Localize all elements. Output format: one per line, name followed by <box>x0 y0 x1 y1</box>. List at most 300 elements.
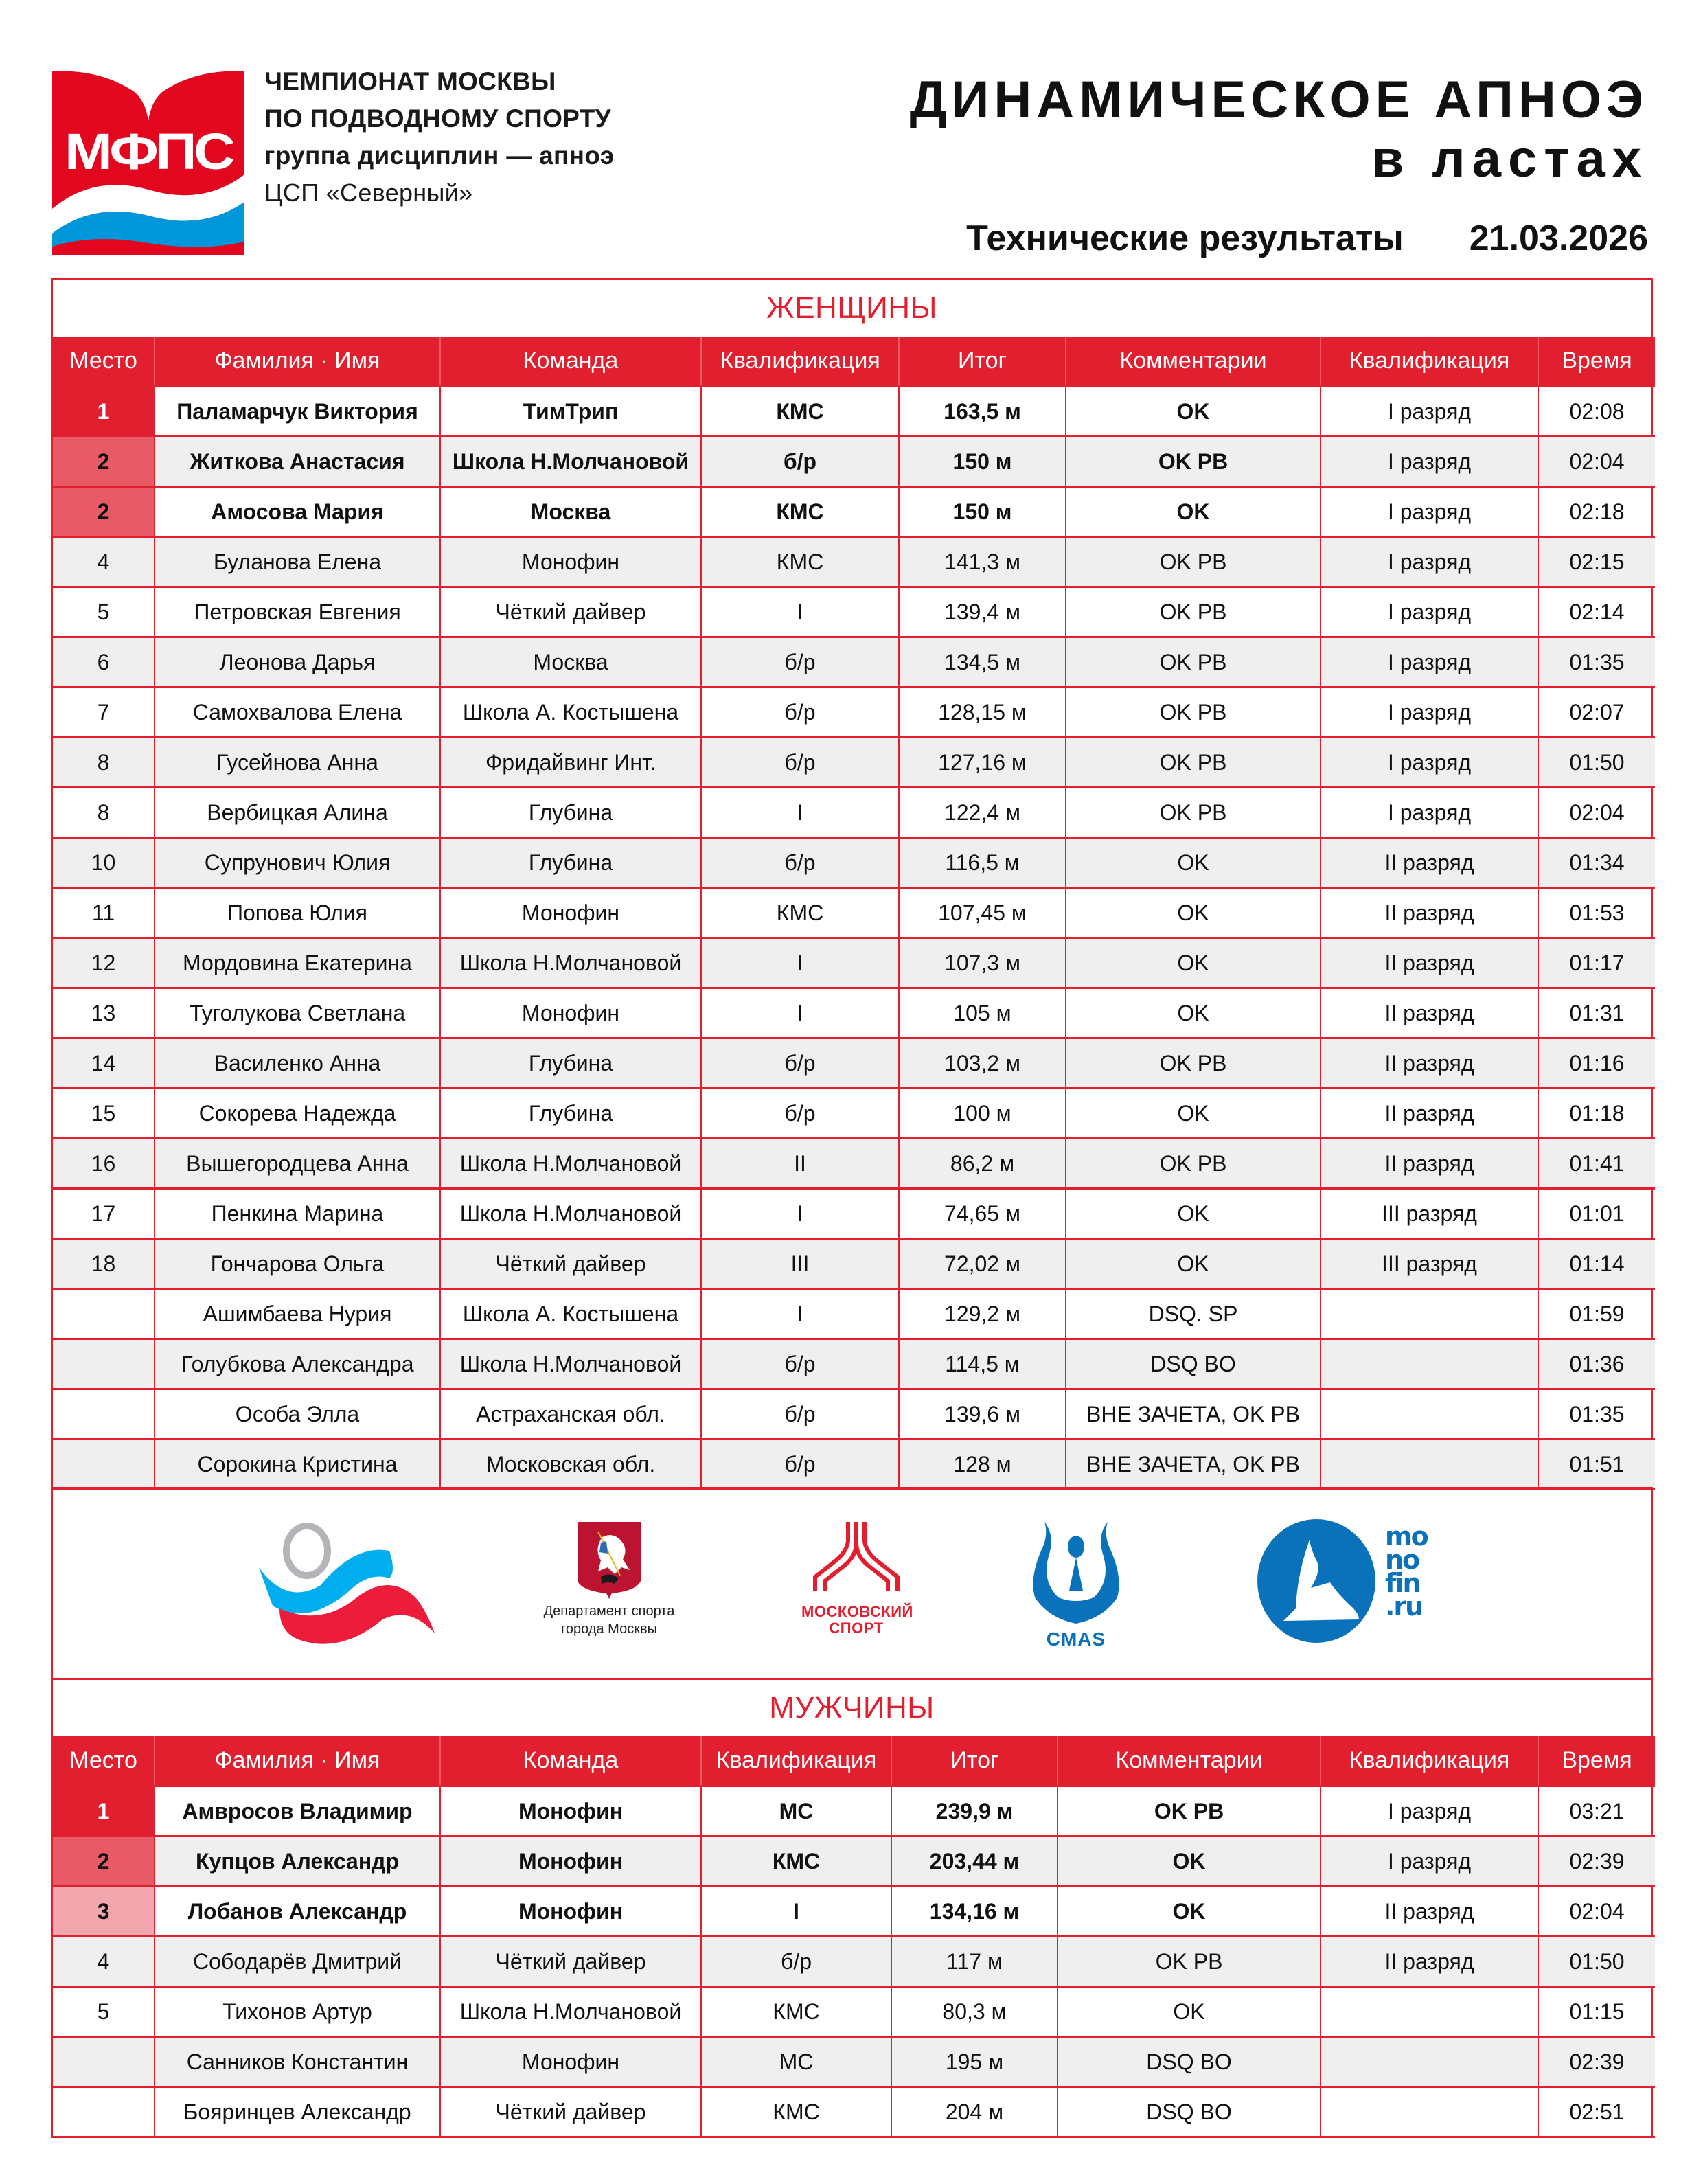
athlete-name: Сорокина Кристина <box>155 1440 440 1490</box>
place-cell: 17 <box>53 1189 155 1239</box>
discipline-title-line1: ДИНАМИЧЕСКОЕ АПНОЭ <box>909 71 1648 129</box>
earned-qualification <box>1321 1440 1538 1490</box>
women-results-table <box>53 337 1655 1490</box>
table-row <box>53 1289 1655 1339</box>
athlete-name: Особа Элла <box>155 1389 440 1440</box>
athlete-qualification: III <box>701 1239 899 1289</box>
earned-qualification: I разряд <box>1321 738 1538 788</box>
table-row <box>53 988 1655 1038</box>
athlete-name: Санников Константин <box>155 2037 440 2087</box>
judge-comment: DSQ. SP <box>1066 1289 1321 1339</box>
dive-time: 02:14 <box>1538 587 1655 637</box>
athlete-name: Бояринцев Александр <box>155 2087 440 2137</box>
dive-time: 01:31 <box>1538 988 1655 1038</box>
dive-time: 02:04 <box>1538 437 1655 487</box>
partner-logos <box>53 1487 1651 1678</box>
athlete-name: Супрунович Юлия <box>155 838 440 888</box>
result-distance: 150 м <box>899 487 1066 537</box>
dive-time: 01:53 <box>1538 888 1655 938</box>
athlete-qualification: б/р <box>701 687 899 738</box>
table-row <box>53 788 1655 838</box>
col-qualification: Квалификация <box>701 337 899 387</box>
event-date: 21.03.2026 <box>1469 218 1648 258</box>
athlete-name: Сободарёв Дмитрий <box>155 1937 440 1987</box>
dive-time: 01:01 <box>1538 1189 1655 1239</box>
place-cell: 7 <box>53 687 155 738</box>
place-cell <box>53 2037 155 2087</box>
athlete-name: Туголукова Светлана <box>155 988 440 1038</box>
earned-qualification <box>1321 1987 1538 2037</box>
result-distance: 134,5 м <box>899 637 1066 687</box>
dive-time: 01:36 <box>1538 1339 1655 1389</box>
table-row <box>53 1239 1655 1289</box>
athlete-qualification: II <box>701 1139 899 1189</box>
table-row <box>53 1339 1655 1389</box>
earned-qualification: I разряд <box>1321 587 1538 637</box>
team-name: Глубина <box>440 1089 701 1139</box>
col-qualification-earned: Квалификация <box>1321 337 1538 387</box>
table-row <box>53 1038 1655 1089</box>
athlete-qualification: б/р <box>701 1339 899 1389</box>
mfps-logo-text: МФПС <box>65 123 234 180</box>
athlete-name: Мордовина Екатерина <box>155 938 440 988</box>
result-distance: 139,6 м <box>899 1389 1066 1440</box>
monofin-text-3: fin <box>1385 1568 1420 1598</box>
athlete-name: Паламарчук Виктория <box>155 387 440 437</box>
athlete-name: Ашимбаева Нурия <box>155 1289 440 1339</box>
dive-time: 02:04 <box>1538 1887 1655 1937</box>
judge-comment: DSQ BO <box>1058 2037 1321 2087</box>
dive-time: 01:59 <box>1538 1289 1655 1339</box>
judge-comment: OK PB <box>1066 687 1321 738</box>
place-cell: 6 <box>53 637 155 687</box>
result-distance: 195 м <box>891 2037 1058 2087</box>
judge-comment: OK <box>1066 1239 1321 1289</box>
athlete-qualification: б/р <box>701 1440 899 1490</box>
team-name: Школа А. Костышена <box>440 687 701 738</box>
earned-qualification: I разряд <box>1321 487 1538 537</box>
athlete-name: Леонова Дарья <box>155 637 440 687</box>
athlete-name: Сокорева Надежда <box>155 1089 440 1139</box>
place-cell: 2 <box>53 437 155 487</box>
earned-qualification <box>1321 2037 1538 2087</box>
place-cell: 11 <box>53 888 155 938</box>
cmas-logo <box>1028 1522 1124 1650</box>
place-cell <box>53 1339 155 1389</box>
dive-time: 01:41 <box>1538 1139 1655 1189</box>
dive-time: 01:35 <box>1538 637 1655 687</box>
table-row <box>53 1089 1655 1139</box>
result-distance: 107,3 м <box>899 938 1066 988</box>
athlete-qualification: МС <box>701 2037 891 2087</box>
col-team: Команда <box>440 337 701 387</box>
athlete-name: Самохвалова Елена <box>155 687 440 738</box>
team-name: Чёткий дайвер <box>440 587 701 637</box>
result-distance: 116,5 м <box>899 838 1066 888</box>
judge-comment: OK PB <box>1066 637 1321 687</box>
mfps-logo-graphic <box>52 71 244 255</box>
judge-comment: OK PB <box>1066 437 1321 487</box>
moscow-sport-department-logo <box>527 1522 692 1638</box>
athlete-qualification: б/р <box>701 1038 899 1089</box>
dive-time: 01:35 <box>1538 1389 1655 1440</box>
athlete-name: Буланова Елена <box>155 537 440 587</box>
judge-comment: OK <box>1066 1189 1321 1239</box>
dive-time: 01:50 <box>1538 738 1655 788</box>
place-cell <box>53 1289 155 1339</box>
athlete-name: Василенко Анна <box>155 1038 440 1089</box>
federation-logo <box>259 1523 437 1647</box>
team-name: Астраханская обл. <box>440 1389 701 1440</box>
dept-text-line2: города Москвы <box>561 1622 657 1637</box>
team-name: Монофин <box>440 888 701 938</box>
dive-time: 02:15 <box>1538 537 1655 587</box>
table-row <box>53 637 1655 687</box>
championship-info <box>264 63 745 212</box>
dive-time: 01:18 <box>1538 1089 1655 1139</box>
discipline-title <box>910 69 1648 187</box>
cmas-text: CMAS <box>1046 1628 1106 1650</box>
col-time: Время <box>1538 337 1655 387</box>
judge-comment: OK PB <box>1066 738 1321 788</box>
dive-time: 01:15 <box>1538 1987 1655 2037</box>
athlete-qualification: I <box>701 1289 899 1339</box>
athlete-qualification: б/р <box>701 1089 899 1139</box>
dive-time: 01:14 <box>1538 1239 1655 1289</box>
judge-comment: OK <box>1066 888 1321 938</box>
earned-qualification: I разряд <box>1321 1836 1538 1887</box>
org-line-3: группа дисциплин — апноэ <box>264 141 615 170</box>
team-name: Фридайвинг Инт. <box>440 738 701 788</box>
earned-qualification: II разряд <box>1321 838 1538 888</box>
team-name: Школа Н.Молчановой <box>440 437 701 487</box>
team-name: Глубина <box>440 1038 701 1089</box>
athlete-name: Тихонов Артур <box>155 1987 440 2037</box>
place-cell: 2 <box>53 487 155 537</box>
athlete-qualification: б/р <box>701 738 899 788</box>
result-distance: 139,4 м <box>899 587 1066 637</box>
judge-comment: OK <box>1058 1836 1321 1887</box>
cmas-emblem-icon <box>1028 1522 1124 1625</box>
men-header-row <box>53 1736 1655 1786</box>
col-place: Место <box>53 1736 155 1786</box>
athlete-name: Вербицкая Алина <box>155 788 440 838</box>
team-name: Монофин <box>440 988 701 1038</box>
athlete-qualification: КМС <box>701 1836 891 1887</box>
col-name: Фамилия · Имя <box>155 1736 440 1786</box>
dive-time: 01:34 <box>1538 838 1655 888</box>
monofin-logo <box>1256 1519 1455 1643</box>
table-row <box>53 838 1655 888</box>
place-cell: 5 <box>53 587 155 637</box>
team-name: Монофин <box>440 2037 701 2087</box>
place-cell: 1 <box>53 387 155 437</box>
earned-qualification: II разряд <box>1321 938 1538 988</box>
result-distance: 128,15 м <box>899 687 1066 738</box>
results-subtitle <box>966 214 1648 262</box>
men-results-table <box>53 1736 1655 2138</box>
team-name: Школа Н.Молчановой <box>440 1339 701 1389</box>
place-cell: 12 <box>53 938 155 988</box>
team-name: Глубина <box>440 788 701 838</box>
judge-comment: OK PB <box>1066 1038 1321 1089</box>
table-row <box>53 387 1655 437</box>
athlete-qualification: I <box>701 988 899 1038</box>
place-cell <box>53 1389 155 1440</box>
result-distance: 74,65 м <box>899 1189 1066 1239</box>
table-row <box>53 1887 1655 1937</box>
dept-text-line1: Департамент спорта <box>543 1604 675 1619</box>
table-row <box>53 1189 1655 1239</box>
table-row <box>53 938 1655 988</box>
athlete-qualification: I <box>701 788 899 838</box>
place-cell: 4 <box>53 1937 155 1987</box>
athlete-qualification: КМС <box>701 888 899 938</box>
athlete-qualification: б/р <box>701 637 899 687</box>
col-qualification-earned: Квалификация <box>1321 1736 1538 1786</box>
dive-time: 02:07 <box>1538 687 1655 738</box>
place-cell: 8 <box>53 738 155 788</box>
earned-qualification: I разряд <box>1321 437 1538 487</box>
monofin-wordmark <box>1385 1521 1428 1622</box>
place-cell: 3 <box>53 1887 155 1937</box>
result-distance: 72,02 м <box>899 1239 1066 1289</box>
mfps-logo <box>52 71 244 255</box>
athlete-name: Пенкина Марина <box>155 1189 440 1239</box>
earned-qualification: I разряд <box>1321 788 1538 838</box>
earned-qualification <box>1321 2087 1538 2137</box>
judge-comment: ВНЕ ЗАЧЕТА, OK PB <box>1066 1440 1321 1490</box>
judge-comment: OK PB <box>1066 587 1321 637</box>
earned-qualification: III разряд <box>1321 1239 1538 1289</box>
team-name: Монофин <box>440 1786 701 1836</box>
result-distance: 150 м <box>899 437 1066 487</box>
col-comments: Комментарии <box>1058 1736 1321 1786</box>
dive-time: 01:51 <box>1538 1440 1655 1490</box>
team-name: Москва <box>440 487 701 537</box>
team-name: Монофин <box>440 1836 701 1887</box>
athlete-qualification: КМС <box>701 537 899 587</box>
athlete-name: Вышегородцева Анна <box>155 1139 440 1189</box>
table-row <box>53 537 1655 587</box>
judge-comment: DSQ BO <box>1066 1339 1321 1389</box>
judge-comment: OK <box>1066 938 1321 988</box>
men-title: МУЖЧИНЫ <box>53 1678 1651 1736</box>
judge-comment: OK <box>1066 838 1321 888</box>
result-distance: 86,2 м <box>899 1139 1066 1189</box>
col-name: Фамилия · Имя <box>155 337 440 387</box>
athlete-qualification: б/р <box>701 437 899 487</box>
judge-comment: OK PB <box>1066 788 1321 838</box>
table-row <box>53 1987 1655 2037</box>
col-time: Время <box>1538 1736 1655 1786</box>
result-distance: 100 м <box>899 1089 1066 1139</box>
place-cell: 2 <box>53 1836 155 1887</box>
team-name: ТимТрип <box>440 387 701 437</box>
judge-comment: OK PB <box>1066 537 1321 587</box>
monofin-text-4: .ru <box>1385 1591 1423 1622</box>
judge-comment: OK <box>1066 988 1321 1038</box>
team-name: Монофин <box>440 537 701 587</box>
table-row <box>53 1139 1655 1189</box>
moscow-sport-line1: МОСКОВСКИЙ <box>801 1603 913 1620</box>
venue: ЦСП «Северный» <box>264 179 473 207</box>
table-row <box>53 487 1655 537</box>
athlete-name: Житкова Анастасия <box>155 437 440 487</box>
table-row <box>53 1389 1655 1440</box>
result-distance: 127,16 м <box>899 738 1066 788</box>
place-cell: 1 <box>53 1786 155 1836</box>
place-cell: 15 <box>53 1089 155 1139</box>
dive-time: 01:50 <box>1538 1937 1655 1987</box>
athlete-name: Гончарова Ольга <box>155 1239 440 1289</box>
team-name: Глубина <box>440 838 701 888</box>
women-header-row <box>53 337 1655 387</box>
team-name: Школа Н.Молчановой <box>440 1139 701 1189</box>
team-name: Москва <box>440 637 701 687</box>
dive-time: 02:18 <box>1538 487 1655 537</box>
table-row <box>53 2037 1655 2087</box>
table-row <box>53 1786 1655 1836</box>
earned-qualification: II разряд <box>1321 1887 1538 1937</box>
athlete-name: Попова Юлия <box>155 888 440 938</box>
result-distance: 103,2 м <box>899 1038 1066 1089</box>
team-name: Чёткий дайвер <box>440 1239 701 1289</box>
table-row <box>53 1836 1655 1887</box>
place-cell: 10 <box>53 838 155 888</box>
place-cell: 8 <box>53 788 155 838</box>
col-qualification: Квалификация <box>701 1736 891 1786</box>
athlete-qualification: б/р <box>701 838 899 888</box>
team-name: Московская обл. <box>440 1440 701 1490</box>
judge-comment: OK <box>1066 1089 1321 1139</box>
place-cell: 5 <box>53 1987 155 2037</box>
earned-qualification: I разряд <box>1321 387 1538 437</box>
table-row <box>53 437 1655 487</box>
athlete-qualification: I <box>701 1887 891 1937</box>
team-name: Монофин <box>440 1887 701 1937</box>
org-line-1: ЧЕМПИОНАТ МОСКВЫ <box>264 67 556 95</box>
table-row <box>53 738 1655 788</box>
judge-comment: OK <box>1058 1987 1321 2037</box>
athlete-qualification: КМС <box>701 2087 891 2137</box>
athlete-name: Амвросов Владимир <box>155 1786 440 1836</box>
monofin-text-1: mo <box>1385 1521 1428 1551</box>
earned-qualification: I разряд <box>1321 1786 1538 1836</box>
result-distance: 114,5 м <box>899 1339 1066 1389</box>
place-cell: 16 <box>53 1139 155 1189</box>
earned-qualification <box>1321 1339 1538 1389</box>
place-cell: 4 <box>53 537 155 587</box>
moscow-sport-emblem-icon <box>801 1522 911 1591</box>
result-distance: 129,2 м <box>899 1289 1066 1339</box>
athlete-name: Голубкова Александра <box>155 1339 440 1389</box>
dive-time: 02:39 <box>1538 2037 1655 2087</box>
athlete-qualification: КМС <box>701 387 899 437</box>
earned-qualification: III разряд <box>1321 1189 1538 1239</box>
col-result: Итог <box>899 337 1066 387</box>
dive-time: 02:51 <box>1538 2087 1655 2137</box>
athlete-name: Гусейнова Анна <box>155 738 440 788</box>
col-comments: Комментарии <box>1066 337 1321 387</box>
place-cell: 13 <box>53 988 155 1038</box>
judge-comment: OK <box>1066 387 1321 437</box>
result-distance: 134,16 м <box>891 1887 1058 1937</box>
athlete-name: Купцов Александр <box>155 1836 440 1887</box>
result-distance: 203,44 м <box>891 1836 1058 1887</box>
col-team: Команда <box>440 1736 701 1786</box>
dive-time: 03:21 <box>1538 1786 1655 1836</box>
judge-comment: OK <box>1058 1887 1321 1937</box>
result-distance: 105 м <box>899 988 1066 1038</box>
col-result: Итог <box>891 1736 1058 1786</box>
team-name: Чёткий дайвер <box>440 1937 701 1987</box>
team-name: Школа А. Костышена <box>440 1289 701 1339</box>
dive-time: 02:04 <box>1538 788 1655 838</box>
judge-comment: OK PB <box>1066 1139 1321 1189</box>
result-distance: 122,4 м <box>899 788 1066 838</box>
earned-qualification: II разряд <box>1321 988 1538 1038</box>
team-name: Школа Н.Молчановой <box>440 1189 701 1239</box>
athlete-name: Лобанов Александр <box>155 1887 440 1937</box>
table-row <box>53 1440 1655 1490</box>
result-distance: 107,45 м <box>899 888 1066 938</box>
athlete-qualification: I <box>701 587 899 637</box>
monofin-text-2: no <box>1385 1545 1419 1575</box>
federation-logo-icon <box>259 1523 437 1647</box>
earned-qualification: II разряд <box>1321 888 1538 938</box>
place-cell: 14 <box>53 1038 155 1089</box>
women-title: ЖЕНЩИНЫ <box>53 278 1651 337</box>
earned-qualification: I разряд <box>1321 537 1538 587</box>
place-cell: 18 <box>53 1239 155 1289</box>
team-name: Чёткий дайвер <box>440 2087 701 2137</box>
athlete-qualification: б/р <box>701 1937 891 1987</box>
earned-qualification: I разряд <box>1321 637 1538 687</box>
earned-qualification: II разряд <box>1321 1038 1538 1089</box>
athlete-qualification: I <box>701 938 899 988</box>
table-row <box>53 687 1655 738</box>
judge-comment: OK PB <box>1058 1786 1321 1836</box>
monofin-fin-icon <box>1256 1519 1380 1643</box>
judge-comment: ВНЕ ЗАЧЕТА, OK PB <box>1066 1389 1321 1440</box>
team-name: Школа Н.Молчановой <box>440 1987 701 2037</box>
dive-time: 02:39 <box>1538 1836 1655 1887</box>
place-cell <box>53 2087 155 2137</box>
athlete-qualification: I <box>701 1189 899 1239</box>
discipline-title-line2: в ластах <box>1371 130 1648 188</box>
dive-time: 01:17 <box>1538 938 1655 988</box>
athlete-qualification: МС <box>701 1786 891 1836</box>
earned-qualification: II разряд <box>1321 1089 1538 1139</box>
result-distance: 80,3 м <box>891 1987 1058 2037</box>
result-distance: 239,9 м <box>891 1786 1058 1836</box>
athlete-qualification: б/р <box>701 1389 899 1440</box>
earned-qualification <box>1321 1289 1538 1339</box>
result-distance: 204 м <box>891 2087 1058 2137</box>
women-section <box>51 278 1653 1490</box>
moscow-sport-line2: СПОРТ <box>829 1619 884 1637</box>
athlete-name: Петровская Евгения <box>155 587 440 637</box>
earned-qualification: I разряд <box>1321 687 1538 738</box>
earned-qualification <box>1321 1389 1538 1440</box>
result-distance: 117 м <box>891 1937 1058 1987</box>
men-section <box>51 1487 1653 2138</box>
judge-comment: OK PB <box>1058 1937 1321 1987</box>
dive-time: 02:08 <box>1538 387 1655 437</box>
col-place: Место <box>53 337 155 387</box>
table-row <box>53 587 1655 637</box>
